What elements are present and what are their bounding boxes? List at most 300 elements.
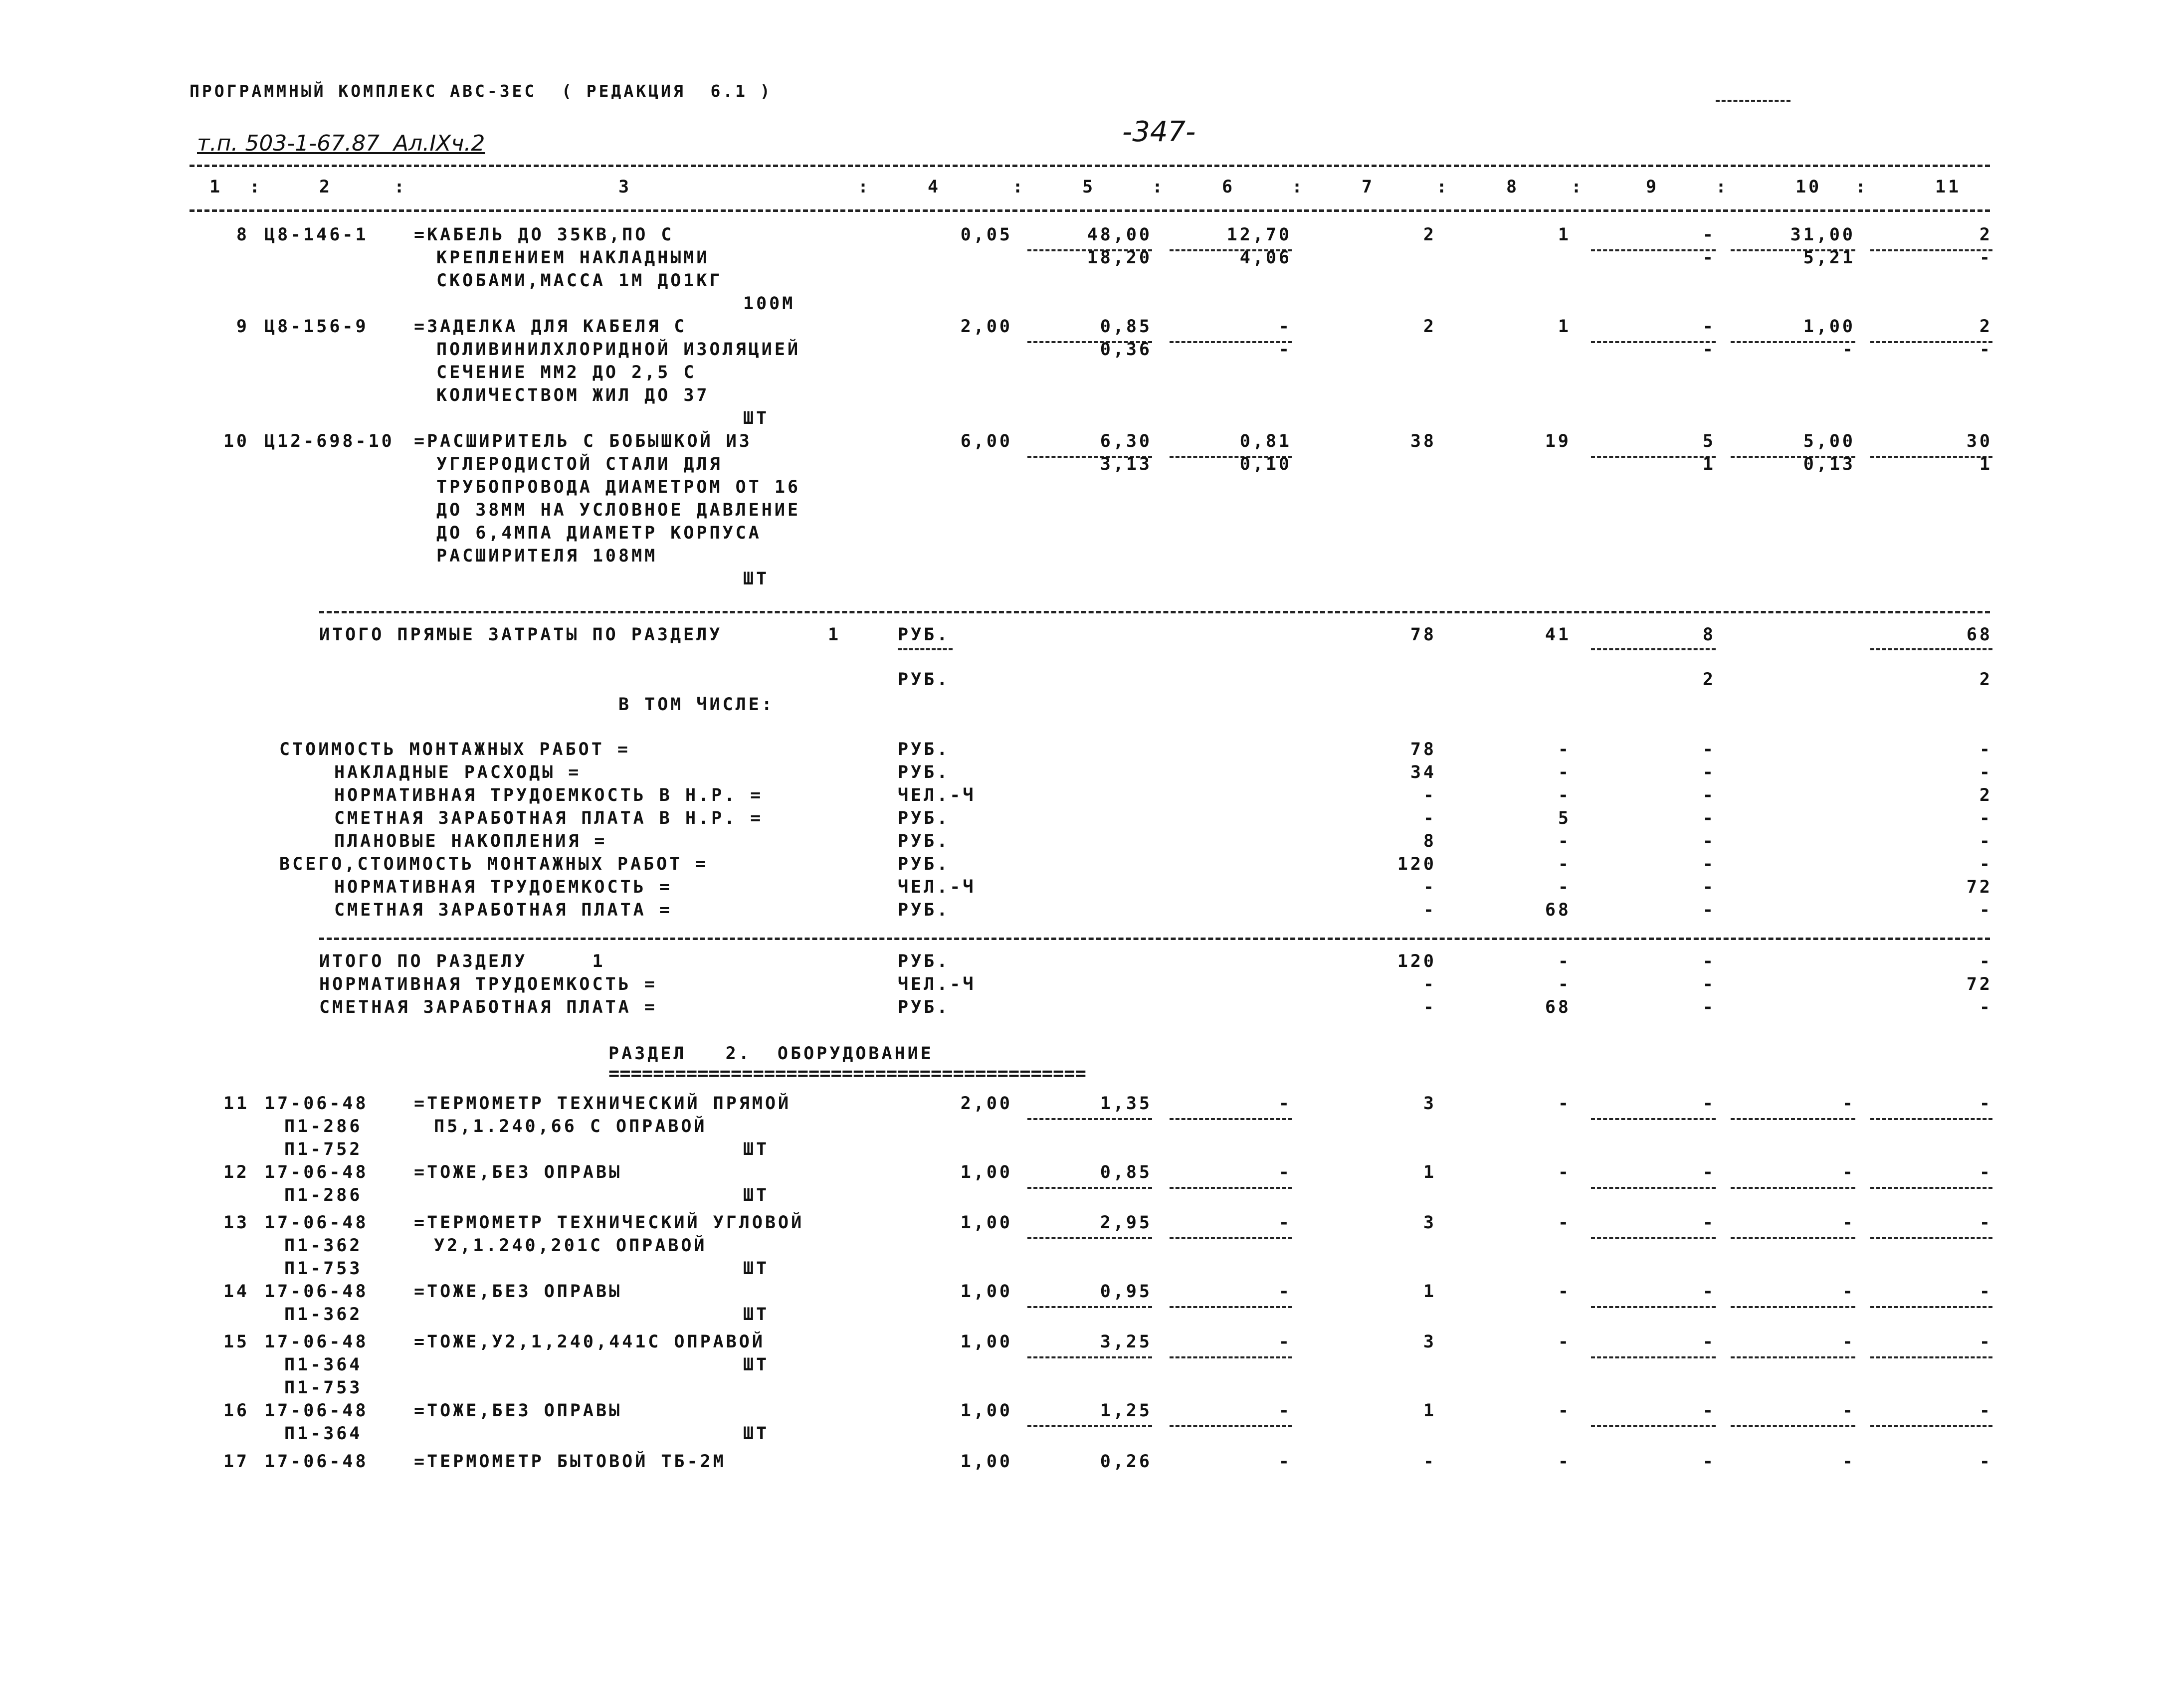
summary-c8: -: [1558, 854, 1571, 874]
section-total-c8: -: [1558, 951, 1571, 971]
labor-total-sub: -: [1979, 248, 1992, 268]
item-description: У2,1.240,201С ОПРАВОЙ: [434, 1236, 707, 1256]
totals-direct-label: ИТОГО ПРЯМЫЕ ЗАТРАТЫ ПО РАЗДЕЛУ: [319, 625, 723, 645]
total-cost: 3: [1423, 1094, 1436, 1114]
labor-unit: 31,00: [1790, 225, 1855, 245]
summary-c11: 2: [1979, 785, 1992, 805]
dashed-separator: [1027, 1118, 1152, 1120]
section-total-c7: -: [1423, 974, 1436, 994]
summary-c8: 68: [1545, 900, 1571, 920]
unit-cost-total: 6,30: [1100, 431, 1152, 451]
column-header-cell: :: [1152, 177, 1166, 197]
column-header-cell: :: [394, 177, 407, 197]
quantity: 1,00: [960, 1332, 1012, 1352]
row-number: 10: [223, 431, 249, 451]
dashed-separator: [1870, 1356, 1992, 1358]
item-code: 17-06-48: [264, 1332, 369, 1352]
row-number: 12: [223, 1162, 249, 1182]
total-cost: 2: [1423, 317, 1436, 337]
item-description: КРЕПЛЕНИЕМ НАКЛАДНЫМИ: [436, 248, 710, 268]
item-code: 17-06-48: [264, 1401, 369, 1421]
labor-total: -: [1979, 1213, 1992, 1233]
summary-c7: -: [1423, 808, 1436, 828]
labor-unit-sub: 5,21: [1803, 248, 1855, 268]
section-total-c8: 68: [1545, 997, 1571, 1017]
dashed-separator: [1027, 1237, 1152, 1239]
row-number: 14: [223, 1282, 249, 1302]
dashed-separator: [1591, 1425, 1716, 1427]
item-code: Ц12-698-10: [264, 431, 395, 451]
dashed-separator: [1731, 1187, 1855, 1189]
total-wages: -: [1558, 1094, 1571, 1114]
item-code: 17-06-48: [264, 1162, 369, 1182]
summary-c9: -: [1702, 900, 1716, 920]
dashed-separator: [1170, 1356, 1292, 1358]
quantity: 1,00: [960, 1401, 1012, 1421]
summary-unit: РУБ.: [898, 808, 950, 828]
summary-unit: РУБ.: [898, 900, 950, 920]
item-code: 17-06-48: [264, 1282, 369, 1302]
unit-cost-total: 0,26: [1100, 1451, 1152, 1472]
machine-cost: -: [1702, 1162, 1716, 1182]
unit-cost-wages: -: [1278, 1332, 1292, 1352]
totals-unit: РУБ.: [898, 625, 950, 645]
total-wages: 1: [1558, 317, 1571, 337]
labor-unit: 1,00: [1803, 317, 1855, 337]
unit-of-measure: ШТ: [743, 1305, 770, 1325]
column-header-cell: 3: [618, 177, 632, 197]
program-header: ПРОГРАММНЫЙ КОМПЛЕКС АВС-ЗЕС ( РЕДАКЦИЯ 6.1 ): [190, 81, 773, 101]
summary-label: ВСЕГО,СТОИМОСТЬ МОНТАЖНЫХ РАБОТ =: [279, 854, 709, 874]
machine-cost: -: [1702, 317, 1716, 337]
section-total-c11: 72: [1966, 974, 1992, 994]
item-description: П5,1.240,66 С ОПРАВОЙ: [434, 1117, 707, 1137]
item-description: УГЛЕРОДИСТОЙ СТАЛИ ДЛЯ: [436, 454, 723, 474]
dashed-separator: [1731, 1118, 1855, 1120]
unit-cost-total: 0,85: [1100, 317, 1152, 337]
totals-rule: [319, 611, 1990, 613]
section-total-label: НОРМАТИВНАЯ ТРУДОЕМКОСТЬ =: [319, 974, 657, 994]
summary-c9: -: [1702, 762, 1716, 782]
totals-c9: 8: [1702, 625, 1716, 645]
section-total-c9: -: [1702, 997, 1716, 1017]
total-wages: 19: [1545, 431, 1571, 451]
item-code: Ц8-146-1: [264, 225, 369, 245]
column-header-cell: :: [1012, 177, 1026, 197]
labor-unit: -: [1842, 1162, 1855, 1182]
total-cost: 1: [1423, 1401, 1436, 1421]
machine-cost: -: [1702, 1094, 1716, 1114]
labor-total-sub: -: [1979, 340, 1992, 360]
item-description: ПОЛИВИНИЛХЛОРИДНОЙ ИЗОЛЯЦИЕЙ: [436, 340, 801, 360]
item-code: П1-753: [284, 1259, 363, 1279]
unit-of-measure: 100М: [743, 294, 795, 314]
column-header-cell: :: [249, 177, 263, 197]
summary-c7: -: [1423, 900, 1436, 920]
totals-c11: 68: [1966, 625, 1992, 645]
labor-total: 30: [1966, 431, 1992, 451]
top-right-mark: [1716, 100, 1790, 102]
item-code: П1-752: [284, 1139, 363, 1159]
column-header-cell: :: [1571, 177, 1585, 197]
summary-c11: -: [1979, 831, 1992, 851]
quantity: 1,00: [960, 1162, 1012, 1182]
item-code: П1-364: [284, 1424, 363, 1444]
dashed-separator: [1170, 341, 1292, 343]
dashed-separator: [1870, 1425, 1992, 1427]
summary-label: НОРМАТИВНАЯ ТРУДОЕМКОСТЬ В Н.Р. =: [334, 785, 764, 805]
unit-cost-total: 2,95: [1100, 1213, 1152, 1233]
totals-c8: 41: [1545, 625, 1571, 645]
machine-cost: -: [1702, 225, 1716, 245]
summary-c9: -: [1702, 785, 1716, 805]
item-code: П1-362: [284, 1305, 363, 1325]
unit-cost-total: 0,85: [1100, 1162, 1152, 1182]
item-code: Ц8-156-9: [264, 317, 369, 337]
item-description: =ТОЖЕ,БЕЗ ОПРАВЫ: [414, 1401, 622, 1421]
labor-unit: 5,00: [1803, 431, 1855, 451]
total-cost: 1: [1423, 1282, 1436, 1302]
unit-of-measure: ШТ: [743, 1185, 770, 1205]
section-total-c11: -: [1979, 951, 1992, 971]
dashed-separator: [1591, 1306, 1716, 1308]
item-code: П1-364: [284, 1355, 363, 1375]
unit-cost-total: 48,00: [1087, 225, 1152, 245]
dashed-separator: [1591, 1118, 1716, 1120]
dashed-separator: [1170, 1306, 1292, 1308]
section-totals-rule: [319, 938, 1990, 940]
summary-c11: -: [1979, 740, 1992, 759]
unit-of-measure: ШТ: [743, 1139, 770, 1159]
column-header-cell: 10: [1795, 177, 1822, 197]
column-header-cell: 6: [1222, 177, 1235, 197]
summary-label: СМЕТНАЯ ЗАРАБОТНАЯ ПЛАТА В Н.Р. =: [334, 808, 764, 828]
summary-label: СТОИМОСТЬ МОНТАЖНЫХ РАБОТ =: [279, 740, 630, 759]
item-description: =РАСШИРИТЕЛЬ С БОБЫШКОЙ ИЗ: [414, 431, 752, 451]
unit-cost-wages: -: [1278, 1282, 1292, 1302]
summary-unit: РУБ.: [898, 740, 950, 759]
labor-unit-sub: 0,13: [1803, 454, 1855, 474]
unit-cost-total: 3,25: [1100, 1332, 1152, 1352]
dashed-separator: [1870, 1187, 1992, 1189]
labor-unit: -: [1842, 1401, 1855, 1421]
row-number: 15: [223, 1332, 249, 1352]
dashed-separator: [1870, 1118, 1992, 1120]
item-description: ДО 6,4МПА ДИАМЕТР КОРПУСА: [436, 523, 762, 543]
column-header-cell: :: [858, 177, 871, 197]
row-number: 9: [236, 317, 249, 337]
dashed-separator: [1870, 1237, 1992, 1239]
summary-unit: РУБ.: [898, 831, 950, 851]
totals-section-number: 1: [828, 625, 841, 645]
summary-unit: ЧЕЛ.-Ч: [898, 877, 976, 897]
labor-unit: -: [1842, 1282, 1855, 1302]
total-cost: 2: [1423, 225, 1436, 245]
item-code: 17-06-48: [264, 1451, 369, 1472]
column-header-cell: 8: [1506, 177, 1520, 197]
summary-c8: -: [1558, 740, 1571, 759]
item-code: 17-06-48: [264, 1094, 369, 1114]
summary-c9: -: [1702, 854, 1716, 874]
machine-cost: -: [1702, 1282, 1716, 1302]
row-number: 13: [223, 1213, 249, 1233]
column-header-cell: 4: [928, 177, 941, 197]
summary-c7: 34: [1410, 762, 1436, 782]
unit-of-measure: ШТ: [743, 1424, 770, 1444]
section-total-c9: -: [1702, 951, 1716, 971]
summary-c8: -: [1558, 877, 1571, 897]
machine-cost-sub: 1: [1702, 454, 1716, 474]
section-total-c11: -: [1979, 997, 1992, 1017]
summary-c7: 8: [1423, 831, 1436, 851]
column-header-cell: 7: [1362, 177, 1375, 197]
dashed-separator: [1591, 341, 1716, 343]
summary-c9: -: [1702, 831, 1716, 851]
labor-total: -: [1979, 1094, 1992, 1114]
labor-total-sub: 1: [1979, 454, 1992, 474]
labor-total: 2: [1979, 225, 1992, 245]
total-wages: -: [1558, 1401, 1571, 1421]
column-header-cell: 9: [1646, 177, 1659, 197]
dashed-separator: [1027, 1187, 1152, 1189]
unit-cost-wages: 0,81: [1239, 431, 1292, 451]
unit-cost-wages: -: [1278, 1213, 1292, 1233]
item-code: П1-286: [284, 1117, 363, 1137]
total-cost: 3: [1423, 1332, 1436, 1352]
total-wages: -: [1558, 1332, 1571, 1352]
dashed-separator: [1731, 341, 1855, 343]
including-label: В ТОМ ЧИСЛЕ:: [618, 695, 775, 715]
unit-cost-wages: -: [1278, 1451, 1292, 1472]
unit-of-measure: ШТ: [743, 569, 770, 589]
column-header-cell: 2: [319, 177, 333, 197]
item-code: П1-362: [284, 1236, 363, 1256]
summary-c9: -: [1702, 740, 1716, 759]
labor-total: -: [1979, 1401, 1992, 1421]
summary-label: СМЕТНАЯ ЗАРАБОТНАЯ ПЛАТА =: [334, 900, 672, 920]
total-wages: 1: [1558, 225, 1571, 245]
summary-c11: -: [1979, 762, 1992, 782]
summary-c7: 120: [1397, 854, 1436, 874]
dashed-separator: [1027, 1356, 1152, 1358]
dashed-separator: [1870, 456, 1992, 458]
section-total-label: ИТОГО ПО РАЗДЕЛУ 1: [319, 951, 605, 971]
unit-cost-wages: -: [1278, 1401, 1292, 1421]
dashed-separator: [1027, 1306, 1152, 1308]
summary-c11: -: [1979, 900, 1992, 920]
column-header-cell: :: [1292, 177, 1305, 197]
dashed-separator: [1170, 1187, 1292, 1189]
item-description: =ТОЖЕ,БЕЗ ОПРАВЫ: [414, 1162, 622, 1182]
dashed-separator: [1731, 1356, 1855, 1358]
summary-label: НОРМАТИВНАЯ ТРУДОЕМКОСТЬ =: [334, 877, 672, 897]
quantity: 1,00: [960, 1282, 1012, 1302]
machine-cost-sub: -: [1702, 248, 1716, 268]
labor-unit: -: [1842, 1094, 1855, 1114]
section-total-label: СМЕТНАЯ ЗАРАБОТНАЯ ПЛАТА =: [319, 997, 657, 1017]
row-number: 11: [223, 1094, 249, 1114]
machine-cost: -: [1702, 1213, 1716, 1233]
column-header-cell: :: [1436, 177, 1450, 197]
quantity: 6,00: [960, 431, 1012, 451]
summary-c8: -: [1558, 762, 1571, 782]
unit-cost-wages: -: [1278, 1094, 1292, 1114]
summary-c7: 78: [1410, 740, 1436, 759]
section-total-c7: -: [1423, 997, 1436, 1017]
unit-cost-wages: -: [1278, 1162, 1292, 1182]
item-description: ДО 38ММ НА УСЛОВНОЕ ДАВЛЕНИЕ: [436, 500, 801, 520]
dashed-separator: [1170, 1425, 1292, 1427]
summary-label: ПЛАНОВЫЕ НАКОПЛЕНИЯ =: [334, 831, 607, 851]
item-description: =ТОЖЕ,У2,1,240,441С ОПРАВОЙ: [414, 1332, 765, 1352]
dashed-separator: [1870, 648, 1992, 650]
table-top-rule: [190, 165, 1990, 167]
unit-cost-total-sub: 18,20: [1087, 248, 1152, 268]
summary-c9: -: [1702, 877, 1716, 897]
totals-unit-2: РУБ.: [898, 670, 950, 690]
section-total-c9: -: [1702, 974, 1716, 994]
column-header-cell: :: [1855, 177, 1869, 197]
total-wages: -: [1558, 1162, 1571, 1182]
section-2-underline: ===========================================: [608, 1063, 1086, 1084]
item-description: =КАБЕЛЬ ДО 35КВ,ПО С: [414, 225, 674, 245]
unit-cost-total: 1,35: [1100, 1094, 1152, 1114]
item-code: П1-286: [284, 1185, 363, 1205]
quantity: 0,05: [960, 225, 1012, 245]
totals-c9-2: 2: [1702, 670, 1716, 690]
item-description: =ТЕРМОМЕТР ТЕХНИЧЕСКИЙ ПРЯМОЙ: [414, 1094, 792, 1114]
total-cost: 38: [1410, 431, 1436, 451]
item-description: =ТОЖЕ,БЕЗ ОПРАВЫ: [414, 1282, 622, 1302]
labor-unit: -: [1842, 1332, 1855, 1352]
item-code: 17-06-48: [264, 1213, 369, 1233]
item-code: П1-753: [284, 1378, 363, 1398]
row-number: 17: [223, 1451, 249, 1472]
column-header-cell: :: [1716, 177, 1729, 197]
total-wages: -: [1558, 1451, 1571, 1472]
totals-c11-2: 2: [1979, 670, 1992, 690]
machine-cost: 5: [1702, 431, 1716, 451]
labor-total: -: [1979, 1162, 1992, 1182]
dashed-separator: [898, 648, 953, 650]
summary-c7: -: [1423, 877, 1436, 897]
total-wages: -: [1558, 1213, 1571, 1233]
labor-unit-sub: -: [1842, 340, 1855, 360]
summary-label: НАКЛАДНЫЕ РАСХОДЫ =: [334, 762, 582, 782]
machine-cost-sub: -: [1702, 340, 1716, 360]
dashed-separator: [1027, 1425, 1152, 1427]
labor-unit: -: [1842, 1451, 1855, 1472]
quantity: 1,00: [960, 1451, 1012, 1472]
row-number: 8: [236, 225, 249, 245]
dashed-separator: [1170, 1237, 1292, 1239]
summary-unit: РУБ.: [898, 762, 950, 782]
summary-c7: -: [1423, 785, 1436, 805]
summary-c9: -: [1702, 808, 1716, 828]
dashed-separator: [1731, 1425, 1855, 1427]
section-total-unit: РУБ.: [898, 951, 950, 971]
dashed-separator: [1591, 1356, 1716, 1358]
summary-c11: -: [1979, 854, 1992, 874]
quantity: 2,00: [960, 317, 1012, 337]
summary-c8: -: [1558, 831, 1571, 851]
unit-cost-total: 0,95: [1100, 1282, 1152, 1302]
dashed-separator: [1591, 1237, 1716, 1239]
item-description: ТРУБОПРОВОДА ДИАМЕТРОМ ОТ 16: [436, 477, 801, 497]
dashed-separator: [1731, 1237, 1855, 1239]
machine-cost: -: [1702, 1401, 1716, 1421]
section-total-unit: ЧЕЛ.-Ч: [898, 974, 976, 994]
unit-cost-total-sub: 3,13: [1100, 454, 1152, 474]
unit-cost-wages-sub: 4,06: [1239, 248, 1292, 268]
dashed-separator: [1731, 1306, 1855, 1308]
dashed-separator: [1591, 456, 1716, 458]
unit-of-measure: ШТ: [743, 1355, 770, 1375]
section-total-unit: РУБ.: [898, 997, 950, 1017]
unit-cost-total: 1,25: [1100, 1401, 1152, 1421]
item-description: =ЗАДЕЛКА ДЛЯ КАБЕЛЯ С: [414, 317, 687, 337]
item-description: СКОБАМИ,МАССА 1М ДО1КГ: [436, 271, 723, 291]
quantity: 2,00: [960, 1094, 1012, 1114]
labor-total: -: [1979, 1332, 1992, 1352]
section-2-title: РАЗДЕЛ 2. ОБОРУДОВАНИЕ: [608, 1044, 934, 1064]
dashed-separator: [1591, 1187, 1716, 1189]
total-wages: -: [1558, 1282, 1571, 1302]
unit-cost-wages-sub: -: [1278, 340, 1292, 360]
dashed-separator: [1870, 341, 1992, 343]
unit-cost-wages: -: [1278, 317, 1292, 337]
summary-c8: 5: [1558, 808, 1571, 828]
summary-c11: 72: [1966, 877, 1992, 897]
labor-total: -: [1979, 1451, 1992, 1472]
item-description: КОЛИЧЕСТВОМ ЖИЛ ДО 37: [436, 385, 710, 405]
item-description: =ТЕРМОМЕТР БЫТОВОЙ ТБ-2М: [414, 1451, 726, 1472]
total-cost: 3: [1423, 1213, 1436, 1233]
labor-total: 2: [1979, 317, 1992, 337]
dashed-separator: [1870, 249, 1992, 251]
item-description: СЕЧЕНИЕ ММ2 ДО 2,5 С: [436, 363, 697, 382]
column-header-cell: 11: [1935, 177, 1962, 197]
machine-cost: -: [1702, 1451, 1716, 1472]
summary-unit: ЧЕЛ.-Ч: [898, 785, 976, 805]
unit-cost-wages: 12,70: [1226, 225, 1292, 245]
dashed-separator: [1870, 1306, 1992, 1308]
total-cost: 1: [1423, 1162, 1436, 1182]
item-description: =ТЕРМОМЕТР ТЕХНИЧЕСКИЙ УГЛОВОЙ: [414, 1213, 804, 1233]
summary-unit: РУБ.: [898, 854, 950, 874]
column-header-rule: [190, 209, 1990, 212]
column-header-cell: 5: [1082, 177, 1096, 197]
total-cost: -: [1423, 1451, 1436, 1472]
unit-of-measure: ШТ: [743, 1259, 770, 1279]
labor-total: -: [1979, 1282, 1992, 1302]
dashed-separator: [1591, 648, 1716, 650]
unit-of-measure: ШТ: [743, 408, 770, 428]
item-description: РАСШИРИТЕЛЯ 108ММ: [436, 546, 658, 566]
quantity: 1,00: [960, 1213, 1012, 1233]
dashed-separator: [1170, 1118, 1292, 1120]
unit-cost-total-sub: 0,36: [1100, 340, 1152, 360]
document-reference: т.п. 503-1-67.87 Ал.IXч.2: [197, 131, 485, 156]
dashed-separator: [1591, 249, 1716, 251]
section-total-c8: -: [1558, 974, 1571, 994]
column-header-cell: 1: [209, 177, 223, 197]
section-total-c7: 120: [1397, 951, 1436, 971]
totals-c7: 78: [1410, 625, 1436, 645]
labor-unit: -: [1842, 1213, 1855, 1233]
summary-c11: -: [1979, 808, 1992, 828]
unit-cost-wages-sub: 0,10: [1239, 454, 1292, 474]
